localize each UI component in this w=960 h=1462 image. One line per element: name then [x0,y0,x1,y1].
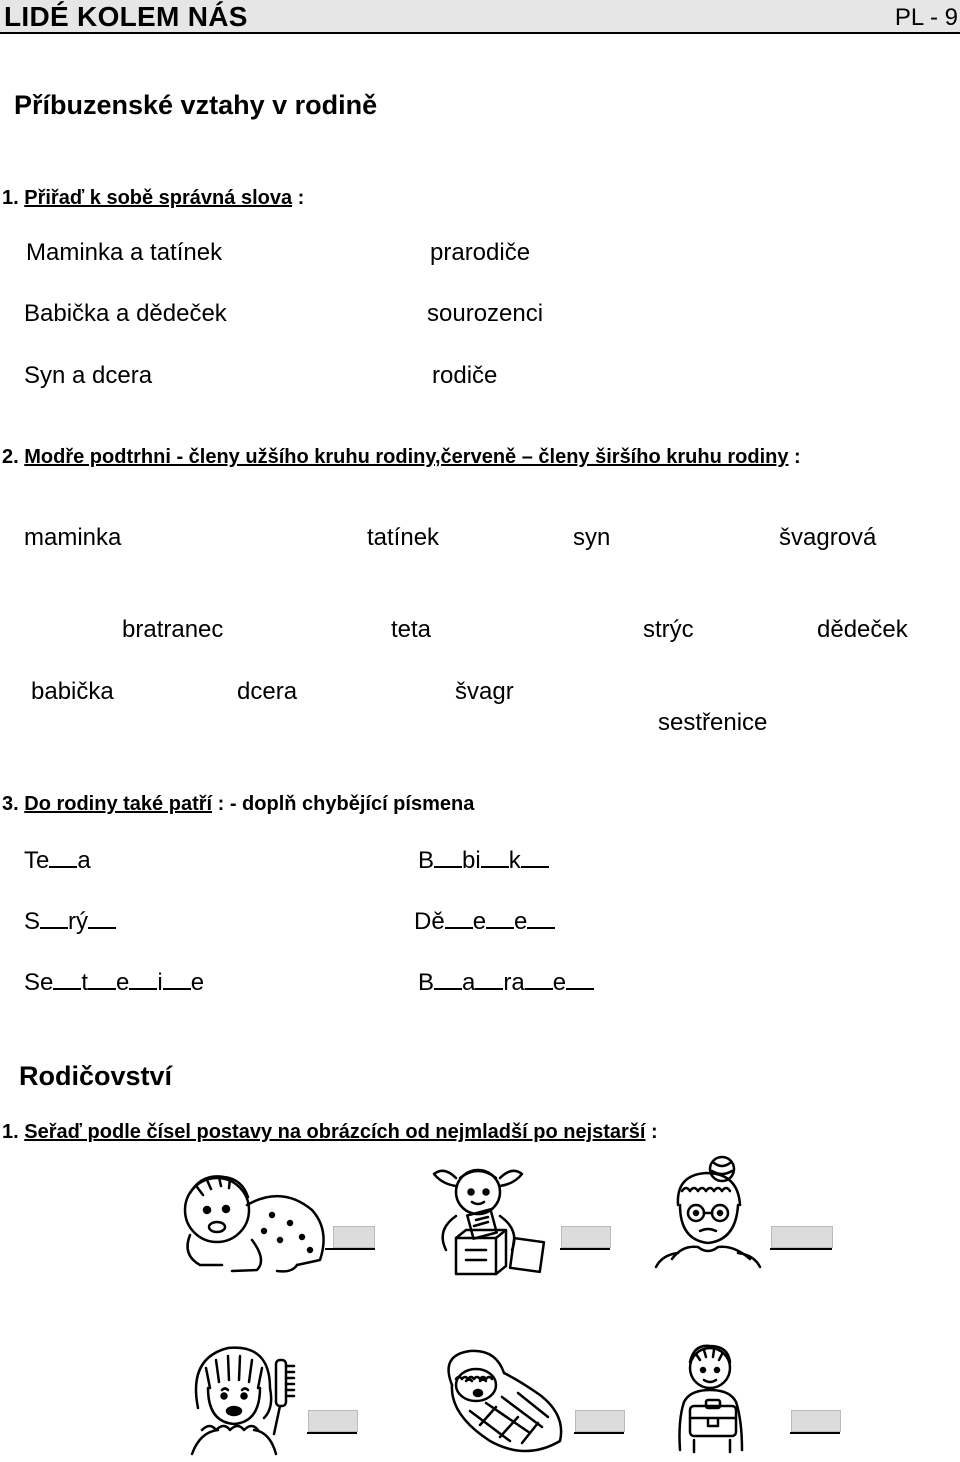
task3-number: 3. [2,793,19,815]
number-box-1 [333,1226,375,1248]
crawling-baby-picture [172,1165,332,1280]
fill-part: e [552,969,567,996]
fill-blank[interactable] [521,846,549,868]
word-bratranec: bratranec [122,616,224,643]
swaddled-baby-picture [430,1345,570,1460]
number-box-3 [771,1226,833,1248]
number-box-6 [791,1410,841,1432]
girl-with-blocks-picture [416,1160,556,1280]
fill-part: ra [503,969,525,996]
word-babicka: babička [31,678,114,705]
fill-blank[interactable] [475,968,503,990]
task1-suffix: : [292,187,305,209]
fill-blank[interactable] [486,907,514,929]
section2-task1-number: 1. [2,1121,19,1143]
match-left-1: Maminka a tatínek [26,239,223,266]
fill-part: k [508,847,521,874]
fill-blank[interactable] [566,968,594,990]
page-number: PL - 9 [894,4,958,31]
word-maminka: maminka [24,524,122,551]
fill-blank[interactable] [88,968,116,990]
match-left-3: Syn a dcera [24,362,153,389]
task1-number: 1. [2,187,19,209]
schoolboy-with-bag-picture [650,1340,780,1455]
fill-word-stryc [24,907,116,936]
mother-with-comb-picture [178,1338,308,1456]
fill-blank[interactable] [434,846,462,868]
fill-word-dedecek [414,907,555,936]
fill-part: S [24,908,41,935]
task1-text: Přiřaď k sobě správná slova [24,187,293,209]
section-title-relationships: Příbuzenské vztahy v rodině [14,90,378,120]
fill-blank[interactable] [434,968,462,990]
task3-instruction [2,793,474,816]
answer-line-5[interactable] [574,1432,624,1434]
fill-part: Te [24,847,50,874]
task2-text: Modře podtrhni - členy užšího kruhu rodiny,červeně – členy širšího kruhu rodiny [24,446,789,468]
section2-task1-text: Seřaď podle čísel postavy na obrázcích od nejmladší po nejstarší [24,1121,646,1143]
header-title: LIDÉ KOLEM NÁS [4,1,248,32]
task3-text: Do rodiny také patří [24,793,213,815]
fill-blank[interactable] [525,968,553,990]
answer-line-4[interactable] [307,1432,357,1434]
fill-part: e [514,908,528,935]
number-box-4 [308,1410,358,1432]
task3-suffix: : - doplň chybějící písmena [212,793,475,815]
word-stryc: strýc [643,616,694,643]
match-right-2: sourozenci [427,300,544,327]
word-syn: syn [573,524,611,551]
task2-instruction [2,446,801,469]
section2-task1-instruction [2,1121,658,1144]
word-sestrenice: sestřenice [658,709,768,736]
word-dedecek: dědeček [817,616,908,643]
fill-word-teta [24,846,91,875]
section2-task1-suffix: : [645,1121,658,1143]
word-tatinek: tatínek [367,524,440,551]
number-box-2 [561,1226,611,1248]
fill-part: t [81,969,89,996]
fill-part: Dě [414,908,445,935]
number-box-5 [575,1410,625,1432]
grandmother-picture [642,1155,772,1270]
fill-part: bi [462,847,481,874]
word-svagrova: švagrová [779,524,877,551]
task2-suffix: : [788,446,801,468]
fill-word-babicka [418,846,549,875]
fill-part: rý [68,908,89,935]
answer-line-1[interactable] [325,1248,375,1250]
fill-blank[interactable] [163,968,191,990]
answer-line-2[interactable] [560,1248,610,1250]
answer-line-3[interactable] [770,1248,832,1250]
match-left-2: Babička a dědeček [24,300,227,327]
fill-blank[interactable] [129,968,157,990]
fill-part: B [418,969,435,996]
task1-instruction [2,187,304,210]
fill-part: a [462,969,476,996]
fill-part: e [190,969,205,996]
fill-part: B [418,847,435,874]
fill-word-bratranec [418,968,594,997]
fill-part: a [77,847,91,874]
fill-part: Se [24,969,54,996]
fill-word-sestrenice [24,968,204,997]
fill-part: e [116,969,130,996]
word-dcera: dcera [237,678,298,705]
fill-blank[interactable] [49,846,77,868]
fill-blank[interactable] [481,846,509,868]
fill-blank[interactable] [53,968,81,990]
match-right-1: prarodiče [430,239,531,266]
fill-blank[interactable] [445,907,473,929]
fill-blank[interactable] [88,907,116,929]
fill-part: e [472,908,487,935]
fill-part: i [157,969,163,996]
word-teta: teta [391,616,432,643]
section-title-parenthood: Rodičovství [19,1061,173,1091]
task2-number: 2. [2,446,19,468]
match-right-3: rodiče [432,362,498,389]
fill-blank[interactable] [40,907,68,929]
word-svagr: švagr [455,678,514,705]
answer-line-6[interactable] [790,1432,840,1434]
fill-blank[interactable] [527,907,555,929]
